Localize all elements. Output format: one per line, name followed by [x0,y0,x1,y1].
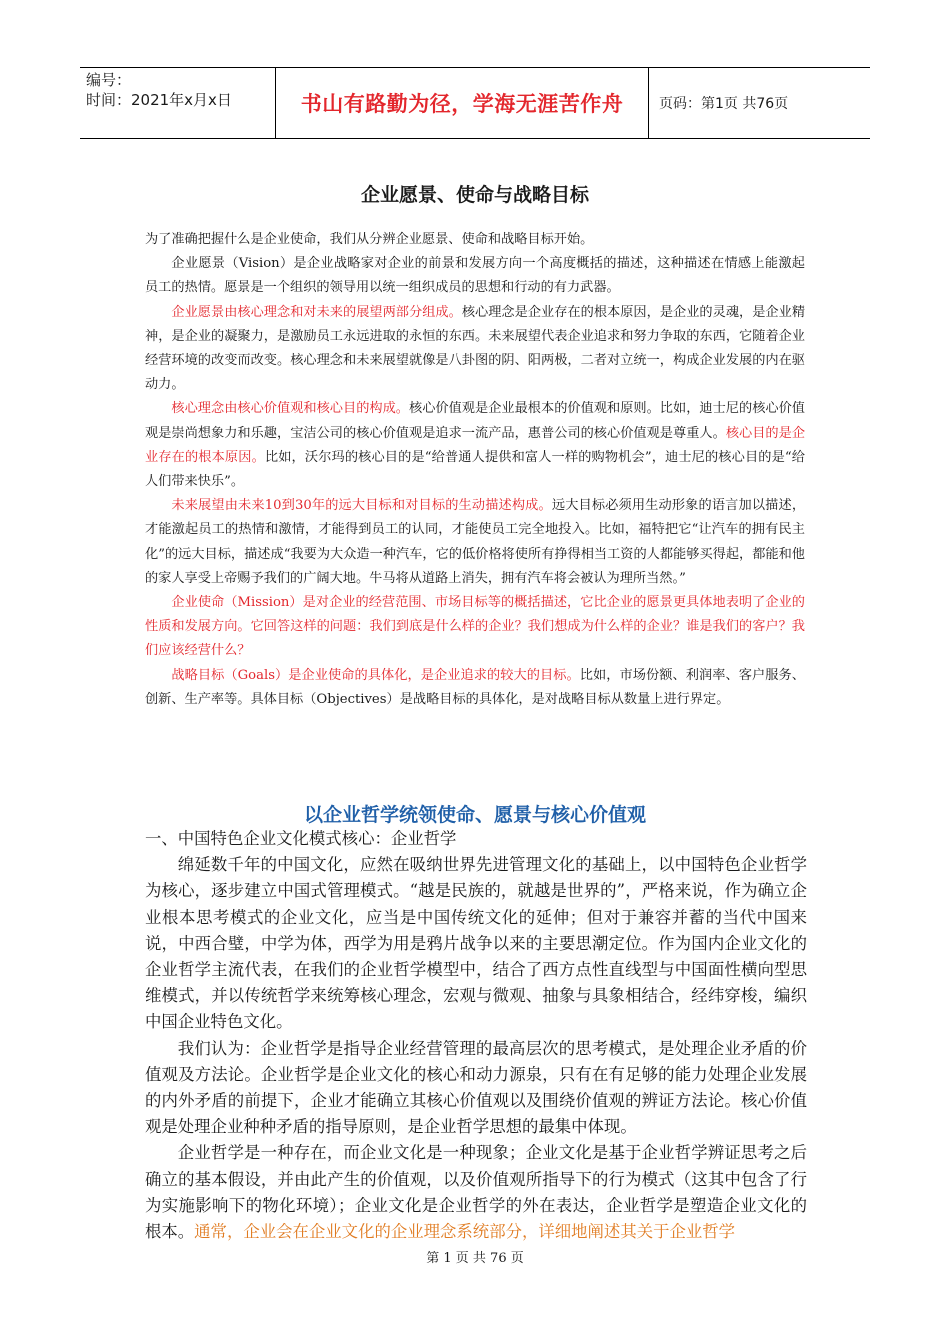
paragraph [145,664,805,712]
paragraph [145,1140,807,1245]
header-table [80,67,870,139]
highlight-text: 核心理念由核心价值观和核心目的构成。 [171,401,409,417]
document-number-label: 编号： [86,71,132,89]
header-motto: 书山有路勤为径，学海无涯苦作舟 [276,68,649,138]
section-title-philosophy: 以企业哲学统领使命、愿景与核心价值观 [303,804,646,826]
highlight-text: 核心目的是企业存在的根本原因。 [145,425,806,465]
paragraph: 我们认为：企业哲学是指导企业经营管理的最高层次的思考模式，是处理企业矛盾的价值观及方法论。企业哲学是企业文化的核心和动力源泉，只有在有足够的能力处理企业发展的内外矛盾的前提下，企业才能确立其核心价值观以及围绕价值观的辨证方法论。核心价值观是处理企业种种矛盾的指导原则，是企业哲学思想的最集中体现。 [145,1038,807,1137]
highlight-text: 企业愿景由核心理念和对未来的展望两部分组成。 [171,304,462,320]
document-time: 时间：2021年x月x日 [86,91,232,109]
subsection-heading: 一、中国特色企业文化模式核心：企业哲学 [145,829,457,848]
page-footer: 第 1 页 共 76 页 [426,1251,524,1266]
paragraph: 为了准确把握什么是企业使命，我们从分辨企业愿景、使命和战略目标开始。 [145,232,594,247]
paragraph: 绵延数千年的中国文化，应然在吸纳世界先进管理文化的基础上，以中国特色企业哲学为核心，逐步建立中国式管理模式。“越是民族的，就越是世界的”，严格来说，作为确立企业根本思考模式的企业文化，应当是中国传统文化的延伸；但对于兼容并蓄的当代中国来说，中西合璧，中学为体，西学为用是鸦片战争以来的主要思潮定位。作为国内企业文化的企业哲学主流代表，在我们的企业哲学模型中，结合了西方点性直线型与中国面性横向型思维模式，并以传统哲学来统筹核心理念，宏观与微观、抽象与具象相结合，经纬穿梭，编织中国企业特色文化。 [145,855,807,1032]
section-enterprise-philosophy [145,826,807,1245]
section-vision-mission-goals [145,228,805,712]
highlight-text: 通常，企业会在企业文化的企业理念系统部分，详细地阐述其关于企业哲学 [194,1222,736,1242]
paragraph-text: 核心价值观是企业最根本的价值观和原则。比如，迪士尼的核心价值观是崇尚想象力和乐趣，宝洁公司的核心价值观是追求一流产品，惠普公司的核心价值观是尊重人。 [145,401,805,441]
paragraph-text: 远大目标必须用生动形象的语言加以描述，才能激起员工的热情和激情，才能得到员工的认同，才能使员工完全地投入。比如，福特把它“让汽车的拥有民主化”的远大目标，描述成“我要为大众造一种汽车，它的低价格将使所有挣得相当工资的人都能够买得起，都能和他的家人享受上帝赐予我们的广阔大地。牛马将从道路上消失，拥有汽车将会被认为理所当然。” [145,498,806,586]
paragraph-text: 核心理念是企业存在的根本原因，是企业的灵魂，是企业精神，是企业的凝聚力，是激励员工永远进取的永恒的东西。未来展望代表企业追求和努力争取的东西，它随着企业经营环境的改变而改变。核心理念和未来展望就像是八卦图的阴、阳两极，二者对立统一，构成企业发展的内在驱动力。 [145,304,806,393]
paragraph [145,397,805,494]
header-page-info: 页码：第1页 共76页 [659,96,789,112]
paragraph: 企业使命（Mission）是对企业的经营范围、市场目标等的概括描述，它比企业的愿景更具体地表明了企业的性质和发展方向。它回答这样的问题：我们到底是什么样的企业？我们想成为什么样的企业？谁是我们的客户？我们应该经营什么？ [145,595,805,659]
paragraph-text: 比如，市场份额、利润率、客户服务、创新、生产率等。具体目标（Objectives）是战略目标的具体化，是对战略目标从数量上进行界定。 [145,667,805,707]
paragraph-text: 比如，沃尔玛的核心目的是“给普通人提供和富人一样的购物机会”，迪士尼的核心目的是“给人们带来快乐”。 [145,449,805,490]
paragraph [145,494,805,591]
highlight-text: 未来展望由未来10到30年的远大目标和对目标的生动描述构成。 [171,498,552,514]
section-title-vision: 企业愿景、使命与战略目标 [360,184,589,206]
paragraph: 企业愿景（Vision）是企业战略家对企业的前景和发展方向一个高度概括的描述，这种描述在情感上能激起员工的热情。愿景是一个组织的领导用以统一组织成员的思想和行动的有力武器。 [145,256,805,296]
paragraph-text: 企业哲学是一种存在，而企业文化是一种现象；企业文化是基于企业哲学辨证思考之后确立的基本假设，并由此产生的价值观，以及价值观所指导下的行为模式（这其中包含了行为实施影响下的物化环境）；企业文化是企业哲学的外在表达，企业哲学是塑造企业文化的根本。 [145,1143,807,1242]
header-meta [80,68,276,138]
highlight-text: 战略目标（Goals）是企业使命的具体化，是企业追求的较大的目标。 [171,667,580,683]
paragraph [145,301,805,398]
